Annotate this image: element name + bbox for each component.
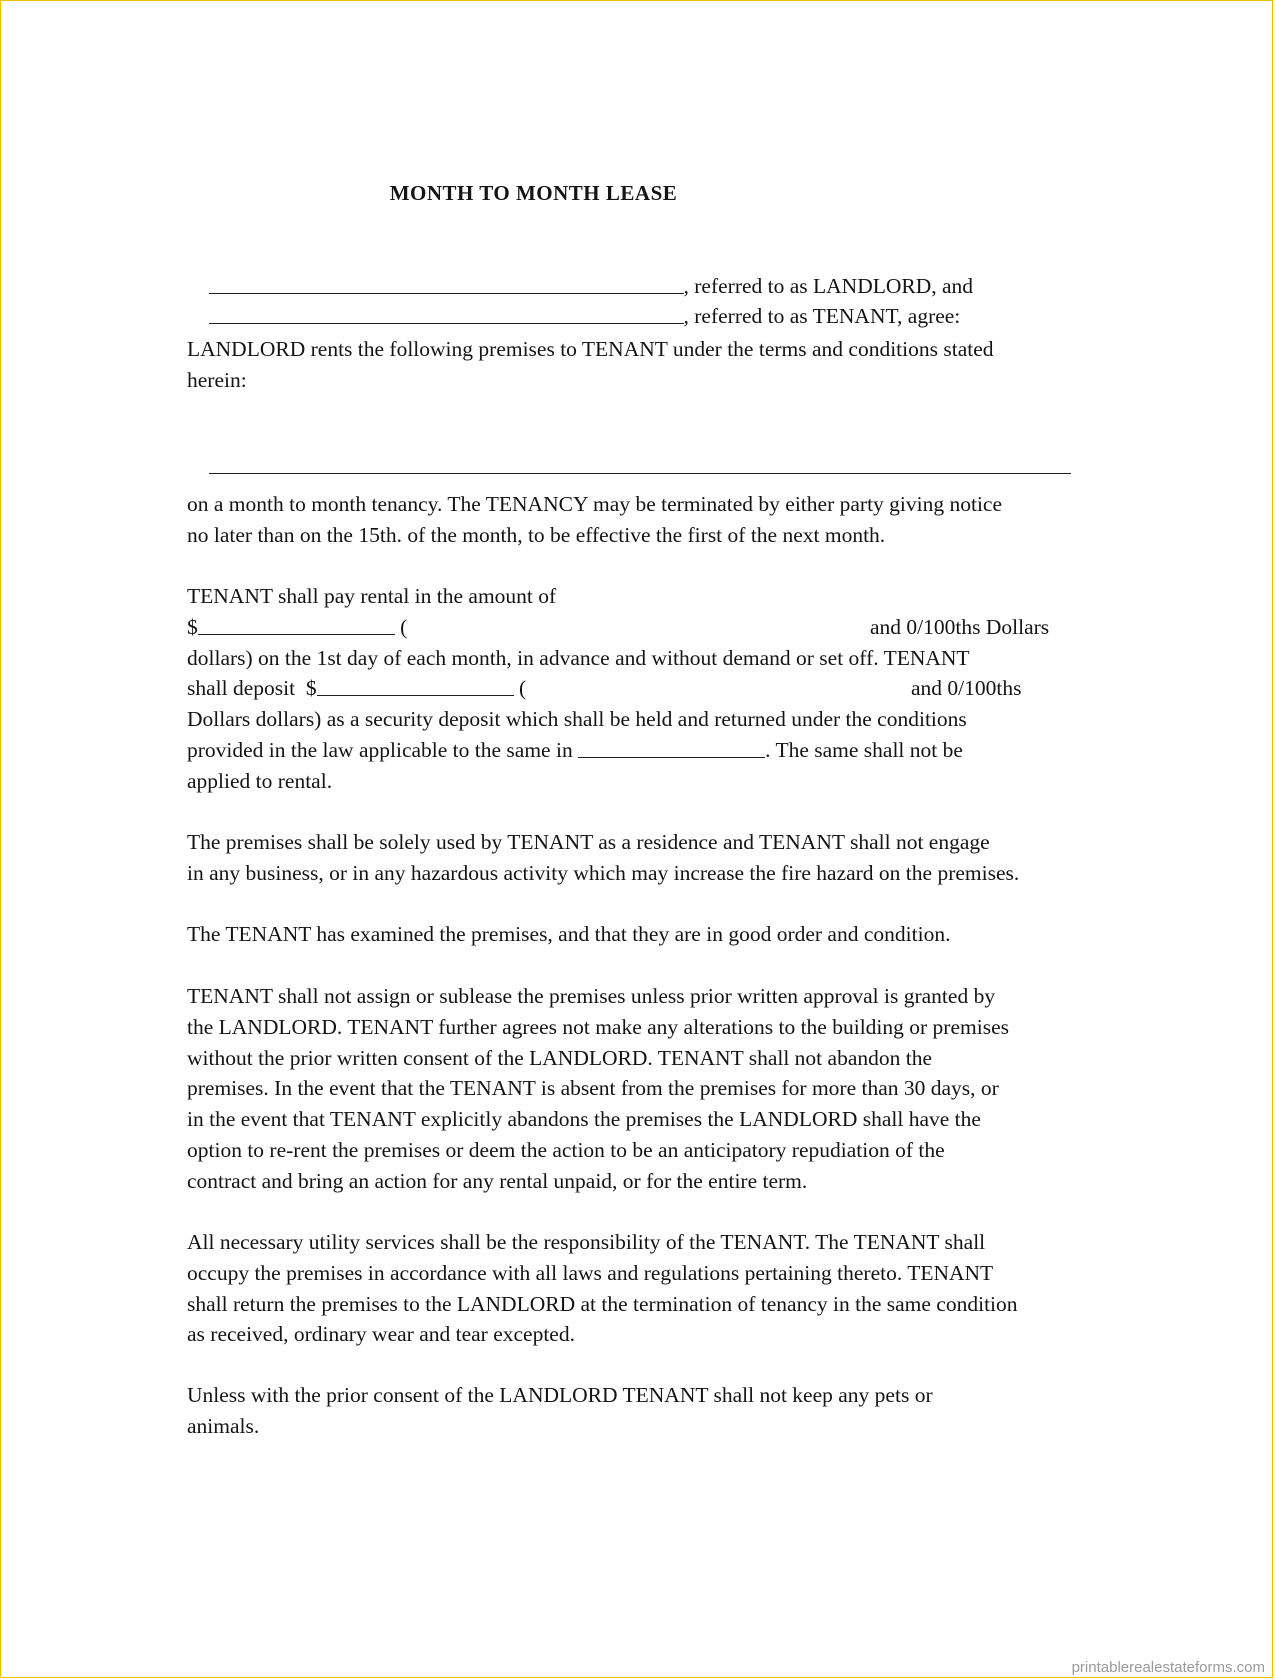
use-line-1: The premises shall be solely used by TENANT as a residence and TENANT shall not engage (187, 830, 990, 854)
utility-paragraph (187, 1227, 1018, 1350)
tenancy-paragraph (187, 489, 1002, 551)
assign-line-2: the LANDLORD. TENANT further agrees not make any alterations to the building or premises (187, 1014, 1009, 1039)
pets-paragraph (187, 1380, 933, 1442)
rent-line-7: applied to rental. (187, 768, 333, 793)
footer-watermark[interactable]: printablerealestateforms.com (1071, 1659, 1265, 1676)
examined-line-1: The TENANT has examined the premises, and that they are in good order and condition. (187, 922, 951, 946)
applicable-law-blank[interactable] (578, 737, 765, 758)
utility-line-2: occupy the premises in accordance with all laws and regulations pertaining thereto. TENANT (187, 1260, 994, 1285)
rent-paragraph (187, 581, 1087, 797)
rents-line-2: herein: (187, 367, 247, 392)
rent-line-4: shall deposit $ ( and 0/100ths (187, 673, 1087, 704)
premises-address-blank[interactable] (209, 453, 1071, 474)
use-paragraph (187, 827, 1019, 889)
examined-paragraph (187, 919, 950, 950)
rent-line-5: Dollars dollars) as a security deposit which shall be held and returned under the conditions (187, 707, 967, 732)
assign-line-6: option to re-rent the premises or deem the action to be an anticipatory repudiation of the (187, 1137, 945, 1162)
tenancy-line-2: no later than on the 15th. of the month, to be effective the first of the next month. (187, 522, 886, 547)
tenant-party-text: , referred to as TENANT, agree: (683, 304, 961, 328)
assign-line-5: in the event that TENANT explicitly abandons the premises the LANDLORD shall have the (187, 1107, 981, 1132)
assign-paragraph (187, 981, 1009, 1197)
rent-words-suffix: and 0/100ths Dollars (870, 614, 1050, 639)
rent-amount-blank[interactable] (198, 614, 395, 635)
assign-line-1: TENANT shall not assign or sublease the premises unless prior written approval is granted by (187, 984, 996, 1008)
use-line-2: in any business, or in any hazardous activity which may increase the fire hazard on the premises. (187, 860, 1020, 885)
assign-line-7: contract and bring an action for any rental unpaid, or for the entire term. (187, 1168, 808, 1193)
rent-line-1: TENANT shall pay rental in the amount of (187, 584, 557, 608)
deposit-words-suffix: and 0/100ths (911, 676, 1022, 701)
utility-line-3: shall return the premises to the LANDLORD at the termination of tenancy in the same condition (187, 1291, 1018, 1316)
rents-paragraph (187, 334, 994, 396)
utility-line-1: All necessary utility services shall be the responsibility of the TENANT. The TENANT shall (187, 1230, 986, 1254)
rent-line-6: provided in the law applicable to the same in . The same shall not be (187, 737, 963, 762)
utility-line-4: as received, ordinary wear and tear excepted. (187, 1322, 575, 1347)
deposit-amount-blank[interactable] (317, 675, 514, 696)
pets-line-1: Unless with the prior consent of the LANDLORD TENANT shall not keep any pets or (187, 1383, 933, 1407)
tenant-name-blank[interactable] (209, 303, 684, 324)
pets-line-2: animals. (187, 1413, 260, 1438)
rent-line-2: $ ( and 0/100ths Dollars (187, 612, 1087, 643)
tenancy-line-1: on a month to month tenancy. The TENANCY may be terminated by either party giving notice (187, 492, 1003, 516)
assign-line-3: without the prior written consent of the LANDLORD. TENANT shall not abandon the (187, 1045, 933, 1070)
document-title: MONTH TO MONTH LEASE (389, 181, 678, 205)
rents-line-1: LANDLORD rents the following premises to TENANT under the terms and conditions stated (187, 337, 994, 361)
rent-line-3: dollars) on the 1st day of each month, in advance and without demand or set off. TENANT (187, 645, 970, 670)
assign-line-4: premises. In the event that the TENANT is absent from the premises for more than 30 days, or (187, 1076, 999, 1101)
landlord-party-text: , referred to as LANDLORD, and (683, 274, 974, 298)
